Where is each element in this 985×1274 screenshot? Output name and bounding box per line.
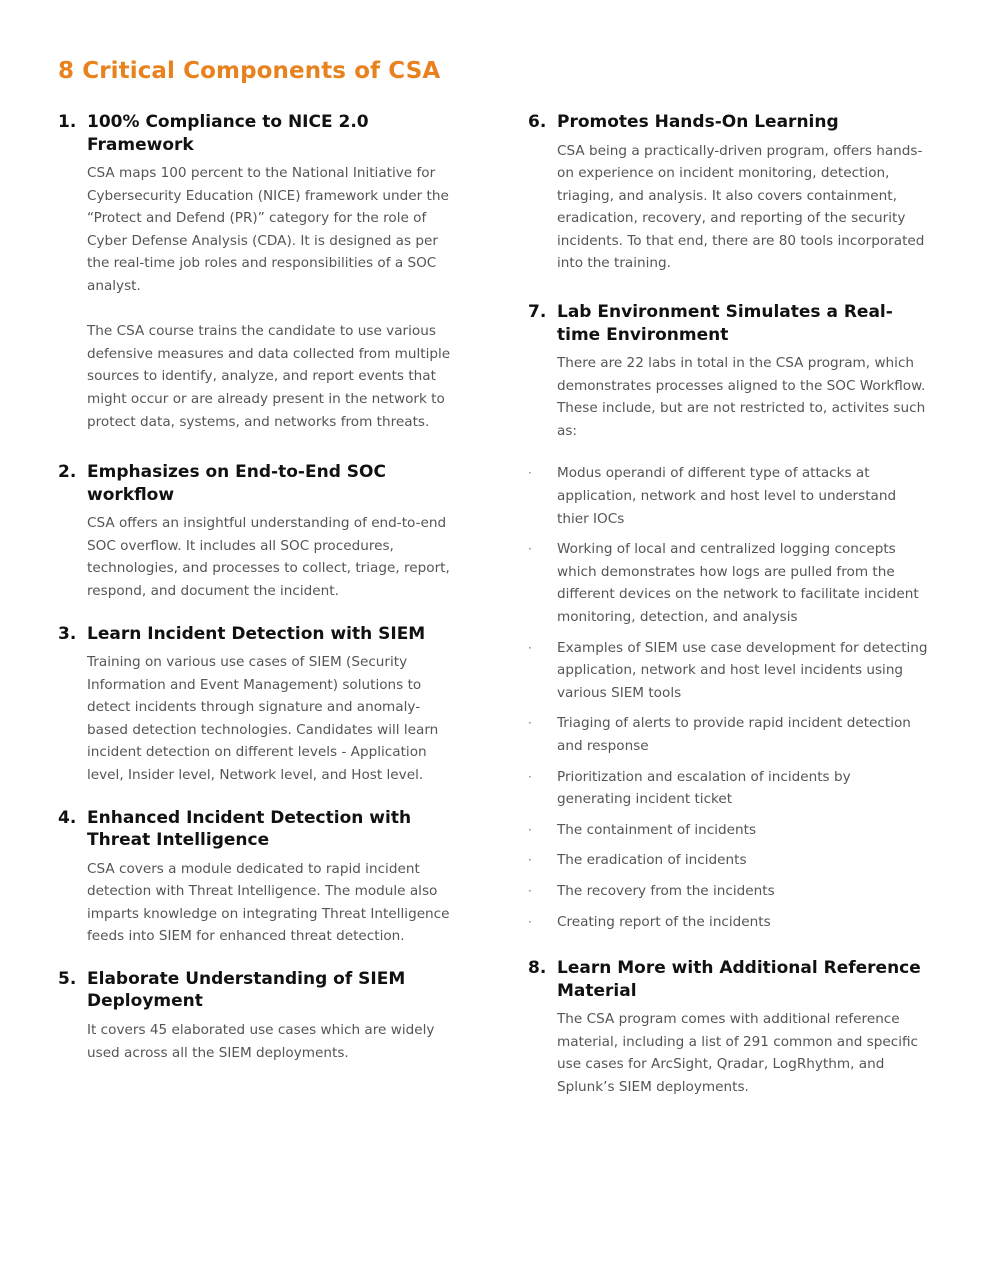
list-item [528, 819, 928, 842]
section-paragraph: The CSA program comes with additional reference material, including a list of 291 common and specific use cases for ArcSight, Qradar, LogRhythm, and Splunk’s SIEM deployments. [557, 1011, 919, 1095]
list-item [528, 766, 928, 811]
list-item-text: Creating report of the incidents [557, 913, 771, 930]
list-item-text: Triaging of alerts to provide rapid incident detection and response [557, 715, 911, 754]
section-4 [58, 807, 458, 948]
list-item-text: Examples of SIEM use case development for detecting application, network and host level incidents using various SIEM tools [557, 639, 928, 701]
bullet-icon: · [528, 883, 532, 898]
list-item-text: Modus operandi of different type of attacks at application, network and host level to understand thier IOCs [557, 465, 897, 527]
section-heading: Promotes Hands-On Learning [557, 112, 839, 132]
page-title: 8 Critical Components of CSA [58, 58, 441, 84]
list-item-text: Working of local and centralized logging concepts which demonstrates how logs are pulled from the different devices on the network to facilitate incident monitoring, detection, and analysis [557, 541, 919, 625]
list-item [528, 911, 928, 934]
section-3 [58, 623, 458, 787]
section-body [87, 651, 458, 787]
list-item [528, 712, 928, 757]
bullet-icon: · [528, 542, 532, 557]
section-number: 2. [58, 462, 77, 483]
section-6 [528, 111, 928, 275]
list-item-text: Prioritization and escalation of incidents by generating incident ticket [557, 768, 851, 808]
bullet-icon: · [528, 640, 532, 655]
bullet-icon: · [528, 822, 532, 837]
bullet-icon: · [528, 716, 532, 731]
section-body [87, 858, 458, 948]
section-paragraph: The CSA course trains the candidate to use various defensive measures and data collected from multiple sources to identify, analyze, and report events that might occur or are already present in the network to protect data, systems, and networks from threats. [87, 323, 451, 430]
section-body [557, 352, 928, 442]
section-body [557, 140, 928, 276]
right-column [528, 111, 928, 1099]
section-heading: Enhanced Incident Detection with Threat Intelligence [87, 807, 412, 851]
section-paragraph: There are 22 labs in total in the CSA program, which demonstrates processes aligned to the SOC Workflow. These include, but are not restricted to, activites such as: [557, 355, 926, 439]
section-number: 1. [58, 112, 77, 132]
section-number: 5. [58, 968, 77, 989]
section-heading: Emphasizes on End-to-End SOC workflow [87, 462, 386, 505]
bullet-icon: · [528, 914, 532, 929]
section-paragraph: CSA being a practically-driven program, offers hands-on experience on incident monitoring, detection, triaging, and analysis. It also covers containment, eradication, recovery, and reporting of the security incidents. To that end, there are 80 tools incorporated into the training. [557, 142, 925, 272]
section-paragraph: It covers 45 elaborated use cases which are widely used across all the SIEM deployments. [87, 1021, 435, 1061]
section-heading: Elaborate Understanding of SIEM Deployment [87, 968, 406, 1012]
section-heading: Lab Environment Simulates a Real-time Environment [557, 302, 893, 345]
section-paragraph: CSA covers a module dedicated to rapid incident detection with Threat Intelligence. The module also imparts knowledge on integrating Threat Intelligence feeds into SIEM for enhanced threat detection. [87, 860, 450, 945]
section-body [87, 512, 458, 602]
section-heading: Learn Incident Detection with SIEM [87, 623, 426, 644]
section-number: 4. [58, 807, 77, 828]
list-item [528, 538, 928, 628]
list-item-text: The containment of incidents [557, 821, 757, 838]
section-number: 8. [528, 958, 547, 979]
section-5 [58, 968, 458, 1064]
section-paragraph: Training on various use cases of SIEM (Security Information and Event Management) solutions to detect incidents through signature and anomaly-based detection technologies. Candidates will learn incident detection on different levels - Application level, Insider level, Network level, and Host level. [87, 654, 439, 783]
section-number: 6. [528, 112, 547, 132]
section-1 [58, 111, 458, 433]
section-paragraph: CSA offers an insightful understanding of end-to-end SOC overflow. It includes all SOC procedures, technologies, and processes to collect, triage, report, respond, and document the incident. [87, 515, 450, 599]
list-item-text: The eradication of incidents [557, 852, 747, 869]
list-item [528, 637, 928, 705]
list-item [528, 849, 928, 872]
bullet-icon: · [528, 769, 532, 784]
section-paragraph: CSA maps 100 percent to the National Initiative for Cybersecurity Education (NICE) framework under the “Protect and Defend (PR)” category for the role of Cyber Defense Analysis (CDA). It is designed as per the real-time job roles and responsibilities of a SOC analyst. [87, 165, 449, 294]
section-body [557, 1008, 928, 1098]
section-body [87, 1019, 458, 1064]
section-body [87, 162, 458, 433]
bullet-icon: · [528, 853, 532, 868]
section-number: 7. [528, 302, 547, 323]
list-item [528, 462, 928, 530]
section-7 [528, 301, 928, 933]
section-heading: Learn More with Additional Reference Material [557, 958, 921, 1001]
section-8 [528, 957, 928, 1098]
left-column [58, 111, 458, 1064]
list-item [528, 880, 928, 903]
list-item-text: The recovery from the incidents [557, 882, 775, 899]
section-number: 3. [58, 623, 77, 644]
section-heading: 100% Compliance to NICE 2.0 Framework [87, 112, 369, 155]
bullet-icon: · [528, 466, 532, 481]
bullet-list [528, 462, 928, 933]
section-2 [58, 461, 458, 602]
